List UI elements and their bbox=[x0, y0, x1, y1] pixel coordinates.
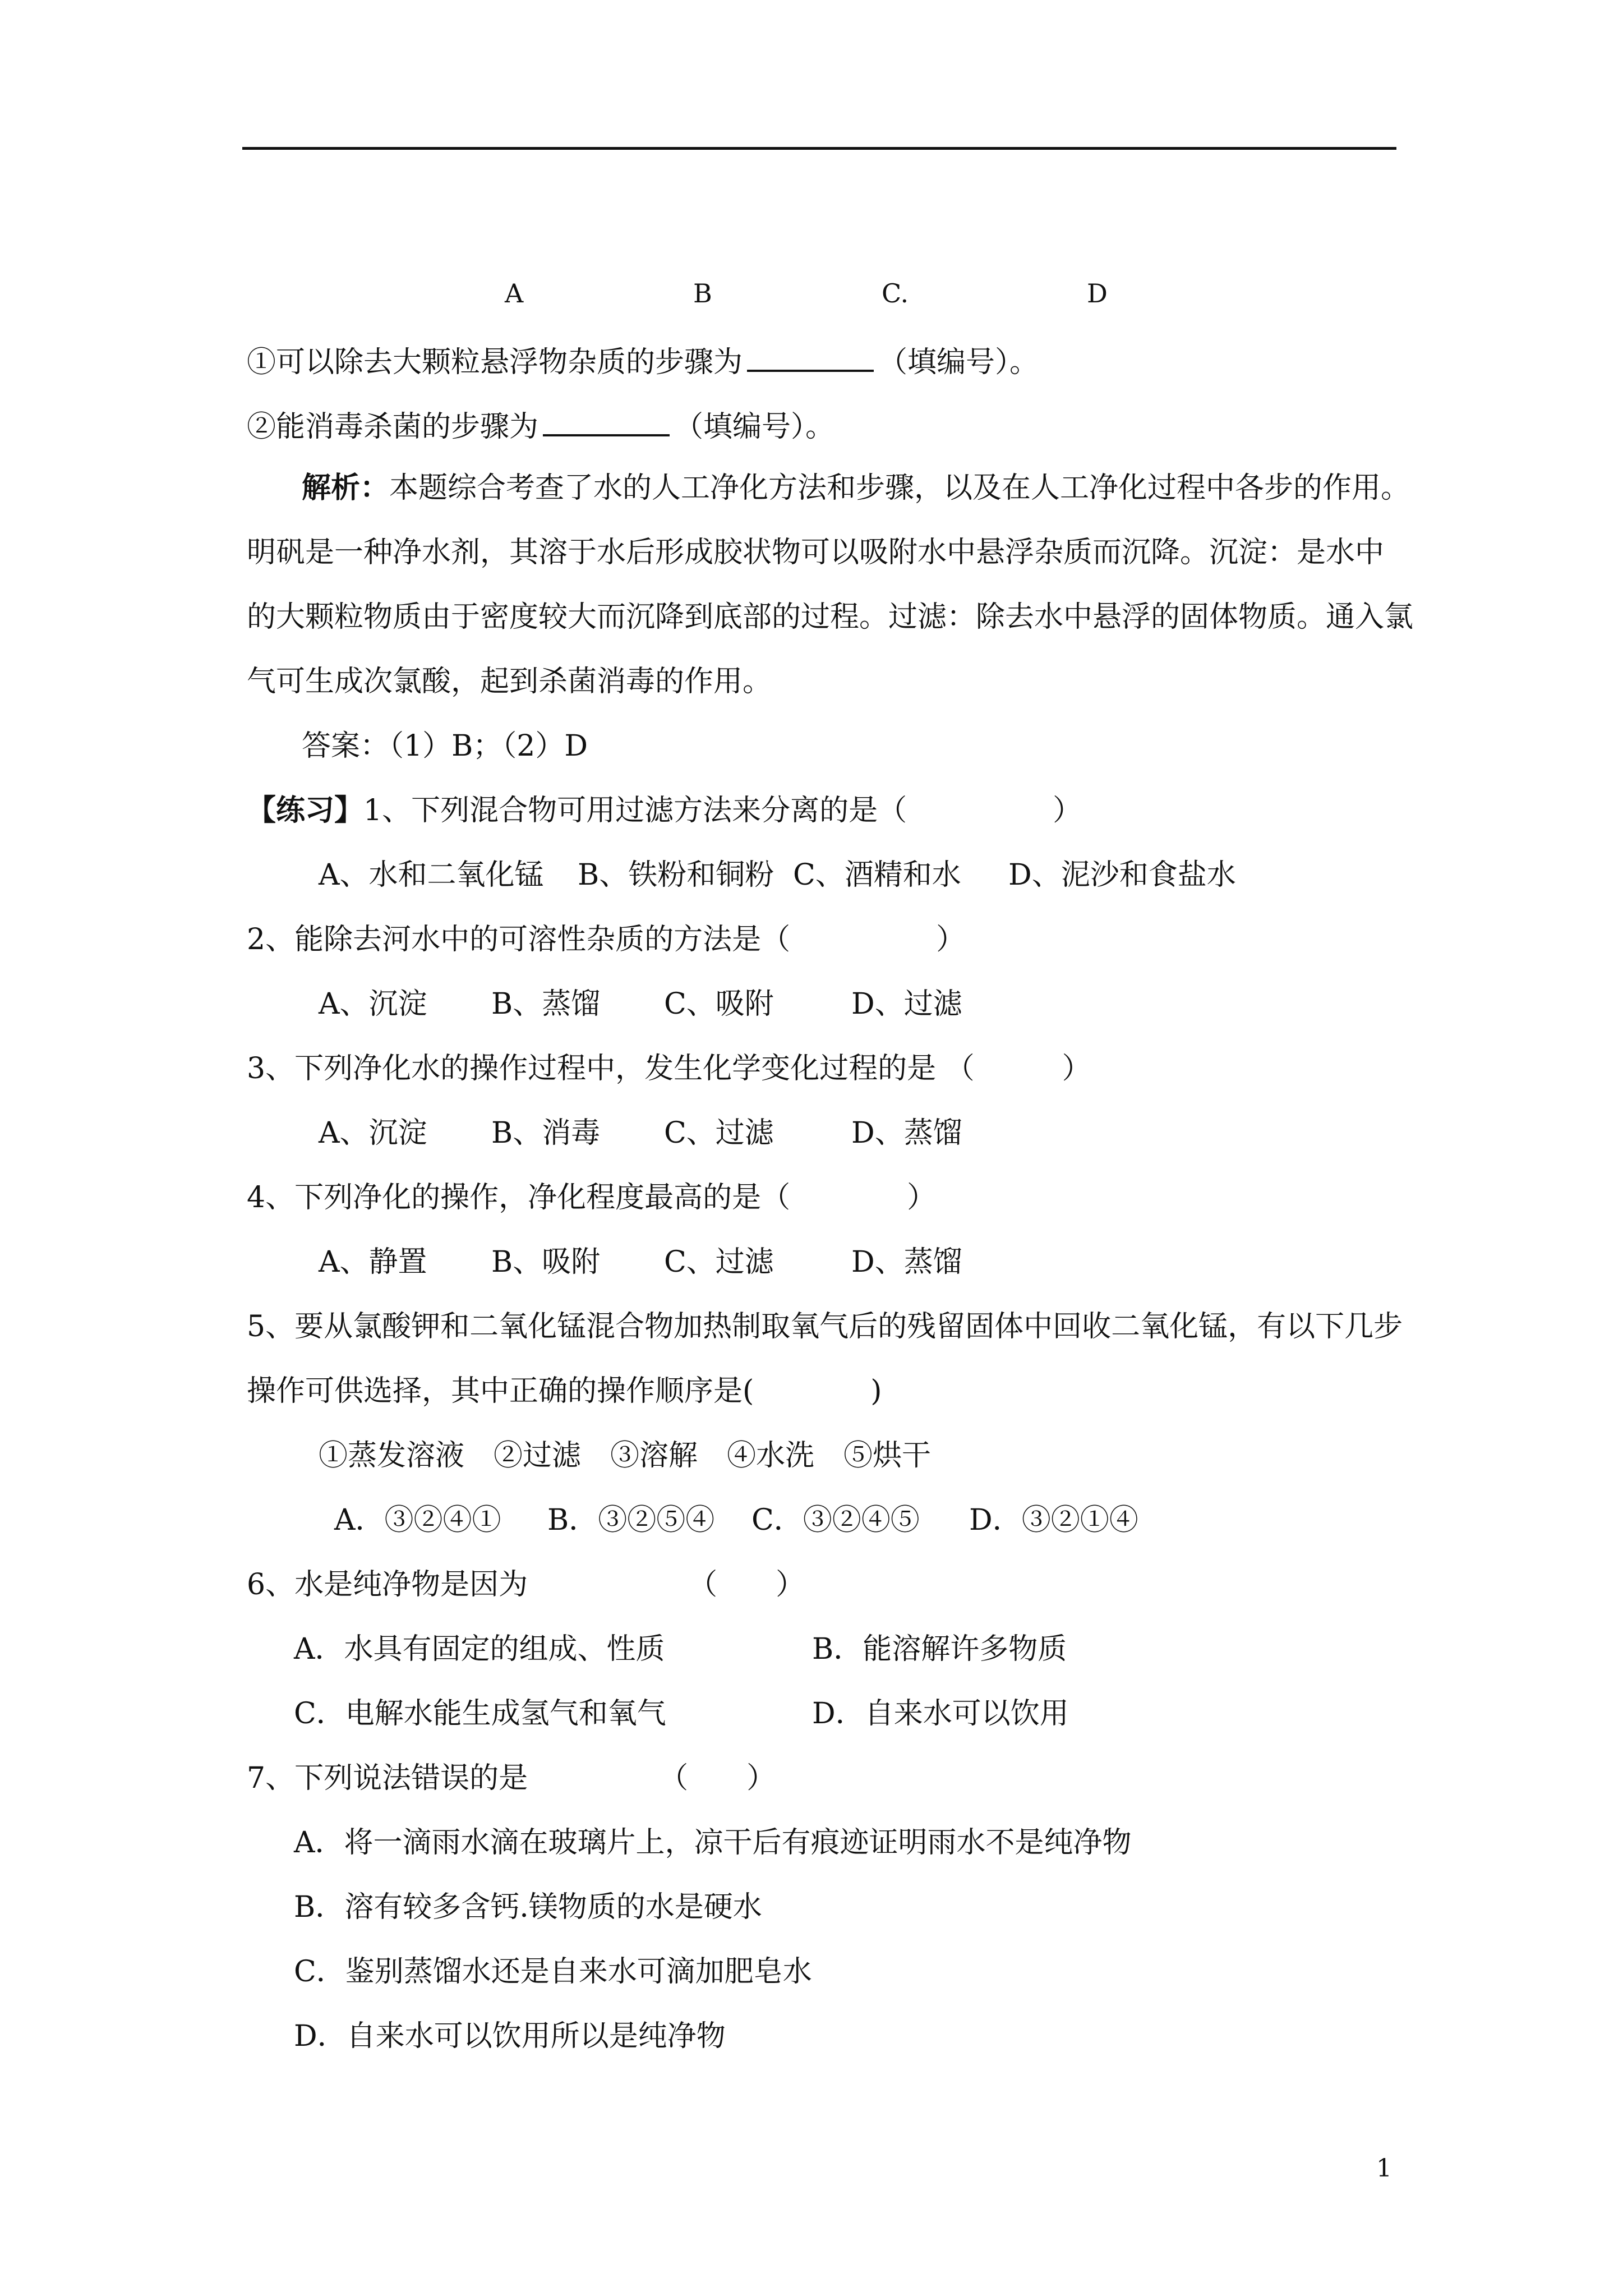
answer-line: 答案：（1）B；（2）D bbox=[302, 729, 588, 763]
analysis-text-1: 本题综合考查了水的人工净化方法和步骤，以及在人工净化过程中各步的作用。 bbox=[389, 471, 1410, 505]
practice-7-option-b: B．溶有较多含钙.镁物质的水是硬水 bbox=[294, 1890, 762, 1924]
practice-5-option-c: C．③②④⑤ bbox=[751, 1503, 920, 1537]
practice-2-stem: 2、能除去河水中的可溶性杂质的方法是（ ） bbox=[247, 923, 966, 956]
page-number: 1 bbox=[1376, 2154, 1392, 2183]
practice-6-option-b: B．能溶解许多物质 bbox=[812, 1632, 1067, 1666]
practice-3-option-c: C、过滤 bbox=[664, 1116, 774, 1150]
question-1-suffix: （填编号）。 bbox=[878, 346, 1039, 379]
analysis-label: 解析： bbox=[302, 471, 390, 505]
question-1-prefix: ①可以除去大颗粒悬浮物杂质的步骤为 bbox=[247, 346, 743, 379]
practice-4-option-c: C、过滤 bbox=[664, 1245, 774, 1279]
practice-7-stem: 7、下列说法错误的是 （ ） bbox=[247, 1761, 776, 1795]
practice-7-option-d: D．自来水可以饮用所以是纯净物 bbox=[294, 2019, 726, 2053]
analysis-line-4: 气可生成次氯酸，起到杀菌消毒的作用。 bbox=[247, 665, 772, 698]
practice-2-option-a: A、沉淀 bbox=[319, 987, 427, 1021]
practice-1-stem bbox=[247, 793, 1082, 829]
practice-7-option-a: A．将一滴雨水滴在玻璃片上，凉干后有痕迹证明雨水不是纯净物 bbox=[294, 1826, 1132, 1860]
practice-3-stem: 3、下列净化水的操作过程中，发生化学变化过程的是 （ ） bbox=[247, 1052, 1091, 1085]
practice-2-option-b: B、蒸馏 bbox=[491, 987, 601, 1021]
practice-5-option-d: D．③②①④ bbox=[969, 1503, 1138, 1537]
practice-6-option-c: C．电解水能生成氢气和氧气 bbox=[294, 1697, 666, 1731]
practice-4-stem: 4、下列净化的操作，净化程度最高的是（ ） bbox=[247, 1181, 937, 1214]
practice-1-option-c: C、酒精和水 bbox=[793, 858, 961, 892]
practice-6-option-a: A．水具有固定的组成、性质 bbox=[294, 1632, 665, 1666]
practice-1-option-a: A、水和二氧化锰 bbox=[319, 858, 544, 892]
figure-label-c: C. bbox=[882, 278, 909, 309]
practice-1-option-b: B、铁粉和铜粉 bbox=[578, 858, 774, 892]
question-2-suffix: （填编号）。 bbox=[674, 410, 835, 444]
analysis-line-2: 明矾是一种净水剂，其溶于水后形成胶状物可以吸附水中悬浮杂质而沉降。沉淀：是水中 bbox=[247, 536, 1385, 569]
practice-3-option-a: A、沉淀 bbox=[319, 1116, 427, 1150]
practice-3-option-b: B、消毒 bbox=[491, 1116, 601, 1150]
question-2-prefix: ②能消毒杀菌的步骤为 bbox=[247, 410, 539, 444]
practice-4-option-d: D、蒸馏 bbox=[851, 1245, 962, 1279]
practice-5-option-b: B．③②⑤④ bbox=[547, 1503, 715, 1537]
practice-6-option-d: D．自来水可以饮用 bbox=[812, 1697, 1069, 1731]
analysis-line-1 bbox=[302, 470, 1410, 506]
figure-label-b: B bbox=[693, 278, 712, 309]
practice-1-text: 1、下列混合物可用过滤方法来分离的是（ ） bbox=[363, 794, 1082, 827]
practice-7-option-c: C．鉴别蒸馏水还是自来水可滴加肥皂水 bbox=[294, 1955, 812, 1989]
question-1-line bbox=[247, 341, 1039, 380]
practice-label: 【练习】 bbox=[247, 793, 364, 827]
practice-5-stem-line-2: 操作可供选择，其中正确的操作顺序是( ) bbox=[247, 1374, 882, 1408]
practice-4-option-a: A、静置 bbox=[319, 1245, 427, 1279]
practice-6-stem: 6、水是纯净物是因为 （ ） bbox=[247, 1568, 805, 1602]
answer-blank-2[interactable] bbox=[543, 405, 670, 436]
practice-5-option-a: A．③②④① bbox=[334, 1503, 501, 1537]
practice-4-option-b: B、吸附 bbox=[491, 1245, 601, 1279]
practice-1-option-d: D、泥沙和食盐水 bbox=[1008, 858, 1236, 892]
figure-label-d: D bbox=[1087, 278, 1108, 309]
practice-5-steps: ①蒸发溶液 ②过滤 ③溶解 ④水洗 ⑤烘干 bbox=[319, 1439, 932, 1473]
figure-label-a: A bbox=[505, 278, 524, 309]
practice-2-option-c: C、吸附 bbox=[664, 987, 774, 1021]
answer-blank-1[interactable] bbox=[747, 341, 874, 372]
question-2-line bbox=[247, 405, 834, 445]
practice-5-stem-line-1: 5、要从氯酸钾和二氧化锰混合物加热制取氧气后的残留固体中回收二氧化锰，有以下几步 bbox=[247, 1310, 1403, 1343]
practice-3-option-d: D、蒸馏 bbox=[851, 1116, 962, 1150]
analysis-line-3: 的大颗粒物质由于密度较大而沉降到底部的过程。过滤：除去水中悬浮的固体物质。通入氯 bbox=[247, 600, 1414, 634]
header-rule bbox=[242, 147, 1396, 150]
practice-2-option-d: D、过滤 bbox=[851, 987, 962, 1021]
